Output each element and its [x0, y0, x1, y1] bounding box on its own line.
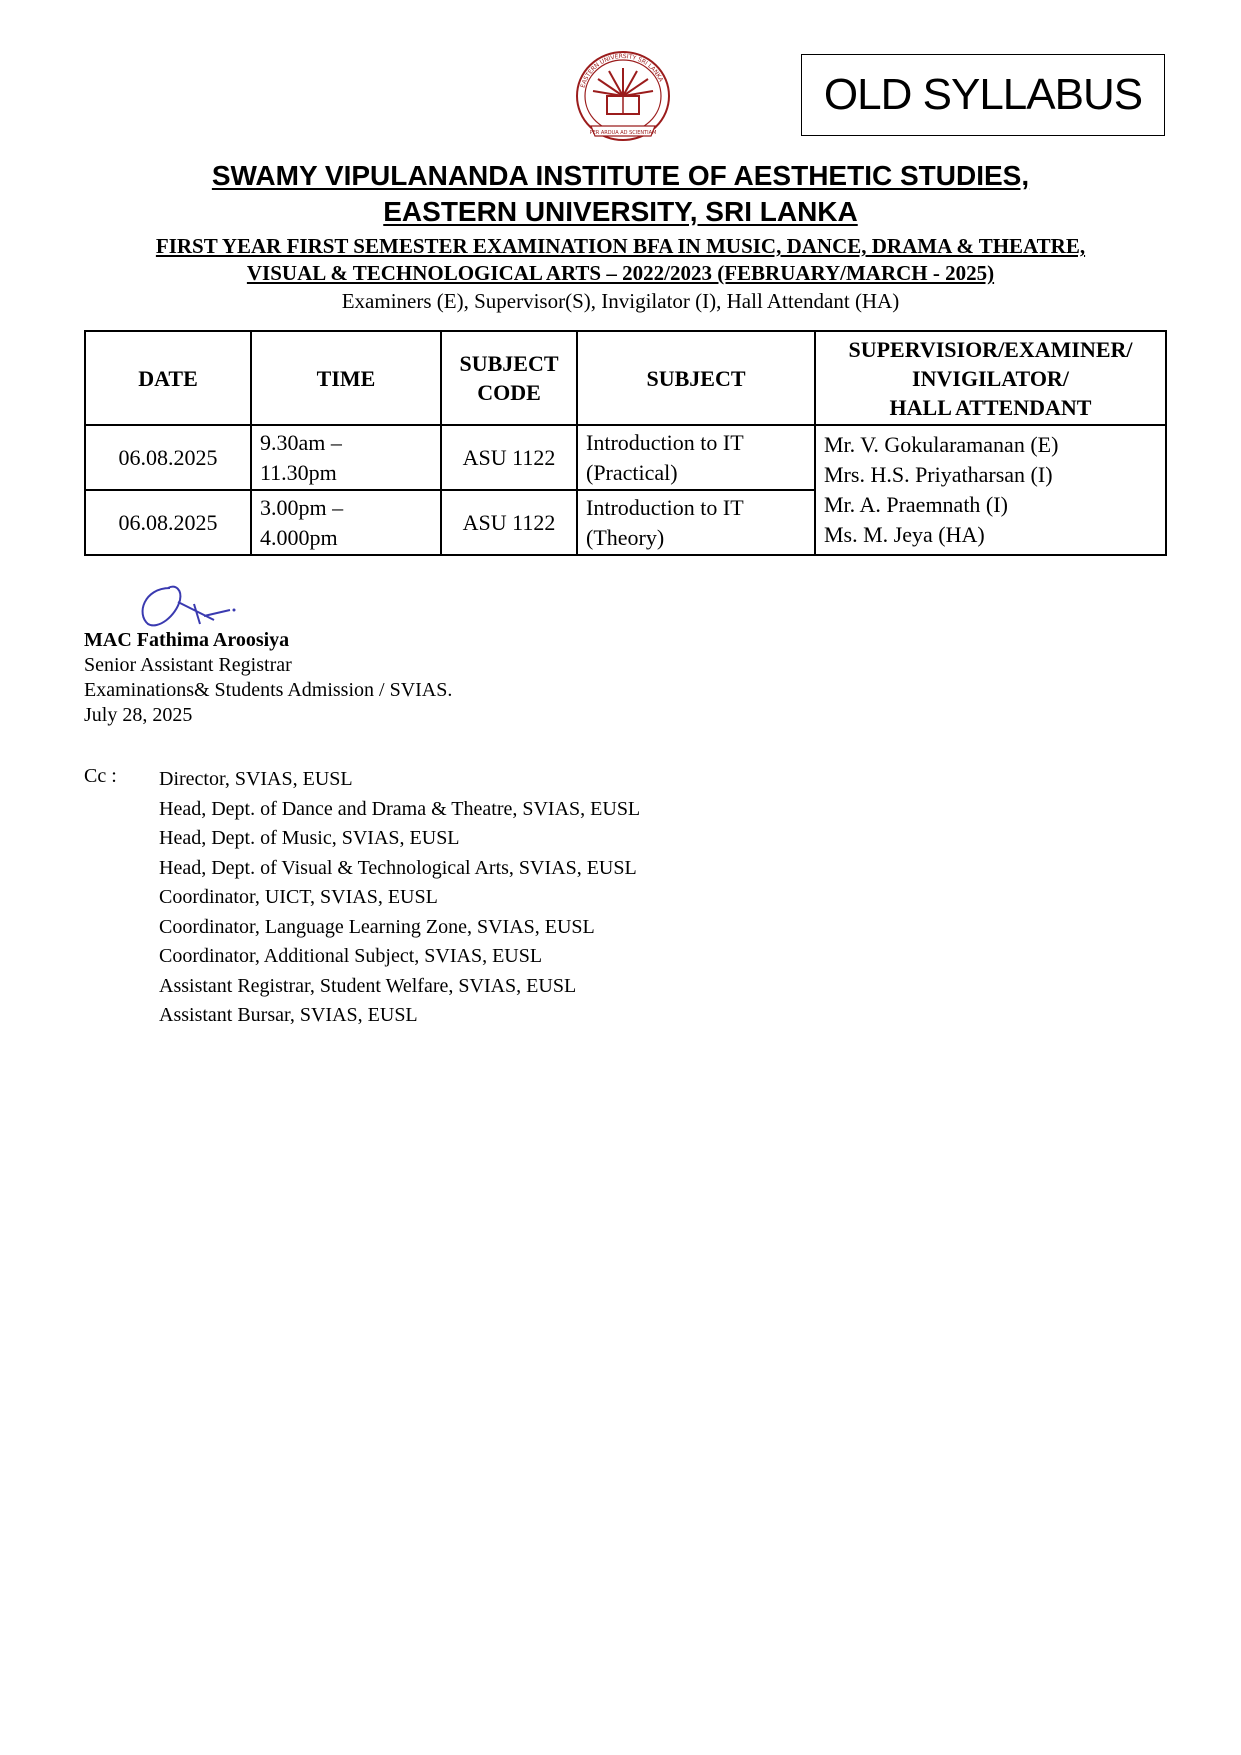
header-date: DATE: [85, 331, 251, 425]
table-row: [85, 425, 1166, 490]
staff-item: Mr. V. Gokularamanan (E): [824, 432, 1059, 457]
cell-time: [251, 490, 441, 555]
cell-time: [251, 425, 441, 490]
header-code-line1: SUBJECT: [459, 351, 559, 376]
cc-item: Assistant Bursar, SVIAS, EUSL: [159, 1004, 418, 1026]
signatory-date: July 28, 2025: [84, 704, 193, 726]
header-staff-line1: SUPERVISIOR/EXAMINER/: [848, 336, 1133, 362]
header-subject: SUBJECT: [577, 331, 815, 425]
institute-title-line1: SWAMY VIPULANANDA INSTITUTE OF AESTHETIC STUDIES,: [211, 160, 1030, 191]
cc-label: Cc :: [84, 765, 117, 787]
cc-item: Head, Dept. of Visual & Technological Arts, SVIAS, EUSL: [159, 856, 637, 879]
cc-item: Coordinator, Additional Subject, SVIAS, EUSL: [159, 945, 543, 967]
cc-item: Head, Dept. of Music, SVIAS, EUSL: [159, 827, 460, 849]
cell-time-line2: 4.000pm: [260, 524, 338, 550]
cell-subject-line2: (Theory): [586, 524, 665, 550]
cc-item: Coordinator, Language Learning Zone, SVIAS, EUSL: [159, 915, 595, 938]
cc-item: Director, SVIAS, EUSL: [159, 768, 353, 790]
header-time: TIME: [251, 331, 441, 425]
cell-time-line2: 11.30pm: [260, 459, 337, 485]
cell-time-line1: 9.30am –: [260, 429, 342, 455]
cell-subject-line1: Introduction to IT: [586, 429, 744, 455]
old-syllabus-text: OLD SYLLABUS: [823, 70, 1143, 119]
cell-code: ASU 1122: [441, 425, 577, 490]
table-header-row: [85, 331, 1166, 425]
cell-date: 06.08.2025: [85, 425, 251, 490]
exam-schedule-table: [84, 330, 1167, 556]
role-legend: Examiners (E), Supervisor(S), Invigilator (I), Hall Attendant (HA): [341, 289, 900, 313]
cc-list: [159, 765, 640, 1031]
university-logo: [569, 46, 677, 144]
old-syllabus-badge: [801, 54, 1165, 136]
staff-item: Mr. A. Praemnath (I): [824, 492, 1008, 517]
cc-item: Assistant Registrar, Student Welfare, SVIAS, EUSL: [159, 974, 577, 997]
cc-item: Head, Dept. of Dance and Drama & Theatre, SVIAS, EUSL: [159, 797, 641, 820]
cell-staff: [815, 425, 1166, 555]
cell-code: ASU 1122: [441, 490, 577, 555]
cc-item: Coordinator, UICT, SVIAS, EUSL: [159, 886, 438, 908]
signatory-block: [84, 628, 452, 728]
exam-title-line1: FIRST YEAR FIRST SEMESTER EXAMINATION BFA IN MUSIC, DANCE, DRAMA & THEATRE,: [155, 234, 1086, 258]
cell-time-line1: 3.00pm –: [260, 494, 344, 520]
header-subject-code: [441, 331, 577, 425]
header-staff-line2: INVIGILATOR/: [912, 365, 1069, 391]
signatory-name: MAC Fathima Aroosiya: [84, 629, 290, 651]
staff-item: Mrs. H.S. Priyatharsan (I): [824, 462, 1053, 487]
signature: [134, 580, 246, 632]
institute-title-line2: EASTERN UNIVERSITY, SRI LANKA: [383, 196, 858, 227]
logo-motto: PER ARDUA AD SCIENTIAM: [589, 130, 657, 136]
cell-date: 06.08.2025: [85, 490, 251, 555]
header-staff-line3: HALL ATTENDANT: [889, 394, 1092, 420]
cell-subject: [577, 425, 815, 490]
cell-subject-line1: Introduction to IT: [586, 494, 744, 520]
cell-subject: [577, 490, 815, 555]
cell-subject-line2: (Practical): [586, 459, 678, 485]
logo-ring-text: EASTERN UNIVERSITY SRI LANKA: [579, 52, 665, 89]
signatory-title: Senior Assistant Registrar: [84, 654, 292, 676]
header-staff: [815, 331, 1166, 425]
signatory-dept: Examinations& Students Admission / SVIAS.: [84, 679, 453, 701]
header-code-line2: CODE: [477, 380, 541, 405]
exam-title-line2: VISUAL & TECHNOLOGICAL ARTS – 2022/2023 (FEBRUARY/MARCH - 2025): [246, 261, 995, 285]
staff-item: Ms. M. Jeya (HA): [824, 522, 985, 547]
